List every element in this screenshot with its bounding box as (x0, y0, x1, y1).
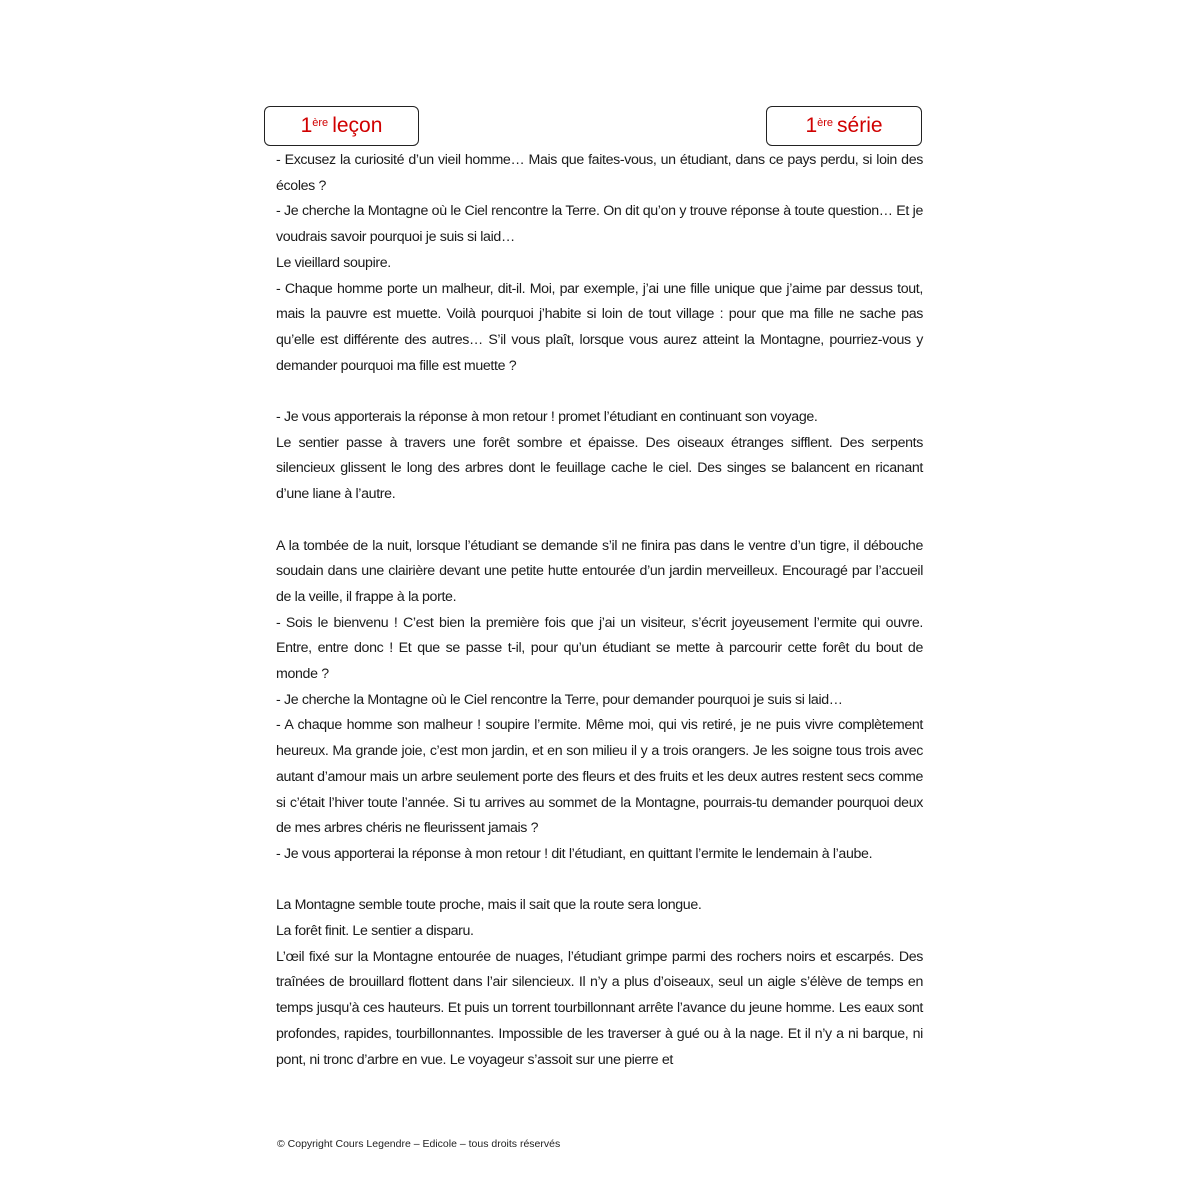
paragraph: - Chaque homme porte un malheur, dit-il. Moi, par exemple, j’ai une fille unique que j’aime par dessus tout, mais la pauvre est muette. Voilà pourquoi j’habite si loin de tout village : pour que ma fille ne sache pas qu’elle est différente des autres… S’il vous plaît, lorsque vous aurez atteint la Montagne, pourriez-vous y demander pourquoi ma fille est muette ? (276, 280, 923, 374)
lesson-label: leçon (332, 114, 383, 137)
paragraph: La Montagne semble toute proche, mais il sait que la route sera longue. (276, 897, 702, 914)
paragraph: - A chaque homme son malheur ! soupire l’ermite. Même moi, qui vis retiré, je ne puis vivre complètement heureux. Ma grande joie, c’est mon jardin, et en son milieu il y a trois orangers. Je les soigne tous trois avec autant d’amour mais un arbre seulement porte des fleurs et des fruits et les deux autres restent secs comme si c’était l’hiver toute l’année. Si tu arrives au sommet de la Montagne, pourrais-tu demander pourquoi deux de mes arbres chéris ne fleurissent jamais ? (276, 717, 923, 837)
series-ordinal-suffix: ère (817, 116, 834, 129)
lesson-ordinal-suffix: ère (312, 116, 329, 129)
paragraph: La forêt finit. Le sentier a disparu. (276, 923, 474, 940)
series-label: série (837, 114, 883, 137)
paragraph: Le sentier passe à travers une forêt sombre et épaisse. Des oiseaux étranges sifflent. Des serpents silencieux glissent le long des arbres dont le feuillage cache le ciel. Des singes se balancent en ricanant d’une liane à l’autre. (276, 434, 923, 503)
paragraph: Le vieillard soupire. (276, 254, 391, 271)
paragraph: - Excusez la curiosité d’un vieil homme… Mais que faites-vous, un étudiant, dans ce pays perdu, si loin des écoles ? (276, 152, 923, 194)
lesson-label-box (264, 106, 419, 146)
paragraph: - Sois le bienvenu ! C’est bien la première fois que j’ai un visiteur, s’écrit joyeusement l’ermite qui ouvre. Entre, entre donc ! Et que se passe t-il, pour qu’un étudiant se mette à parcourir cette forêt du bout de monde ? (276, 614, 923, 683)
story-text (276, 148, 923, 1073)
lesson-number: 1 (300, 114, 313, 137)
copyright-footer: © Copyright Cours Legendre – Edicole – tous droits réservés (277, 1138, 561, 1150)
paragraph: - Je cherche la Montagne où le Ciel rencontre la Terre. On dit qu’on y trouve réponse à toute question… Et je voudrais savoir pourquoi je suis si laid… (276, 203, 923, 246)
paragraph: A la tombée de la nuit, lorsque l’étudiant se demande s’il ne finira pas dans le ventre d’un tigre, il débouche soudain dans une clairière devant une petite hutte entourée d’un jardin merveilleux. Encouragé par l’accueil de la veille, il frappe à la porte. (276, 537, 923, 605)
paragraph: - Je vous apporterai la réponse à mon retour ! dit l’étudiant, en quittant l’ermite le lendemain à l’aube. (276, 845, 873, 862)
series-number: 1 (805, 114, 818, 137)
paragraph: - Je vous apporterais la réponse à mon retour ! promet l’étudiant en continuant son voyage. (276, 409, 818, 426)
paragraph-spacer (276, 379, 923, 405)
paragraph: - Je cherche la Montagne où le Ciel rencontre la Terre, pour demander pourquoi je suis si laid… (276, 691, 843, 708)
paragraph-spacer (276, 508, 923, 534)
series-label-box (766, 106, 922, 146)
paragraph: L’œil fixé sur la Montagne entourée de nuages, l’étudiant grimpe parmi des rochers noirs et escarpés. Des traînées de brouillard flottent dans l’air silencieux. Il n’y a plus d’oiseaux, seul un aigle s’élève de temps en temps jusqu’à ces hauteurs. Et puis un torrent tourbillonnant arrête l’avance du jeune homme. Les eaux sont profondes, rapides, tourbillonnantes. Impossible de les traverser à gué ou à la nage. Et il n’y a ni barque, ni pont, ni tronc d’arbre en vue. Le voyageur s’assoit sur une pierre et (276, 948, 923, 1068)
paragraph-spacer (276, 868, 923, 894)
